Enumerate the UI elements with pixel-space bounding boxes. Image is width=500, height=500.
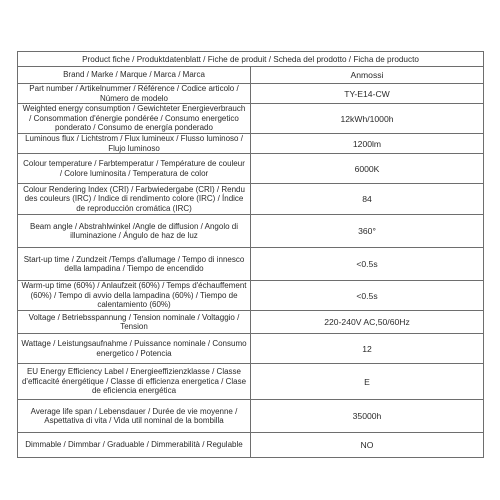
product-fiche-table: [17, 51, 484, 458]
table-row-colour-temperature: [18, 154, 484, 184]
row-label-start-up-time: Start-up time / Zundzeit /Temps d'allumage / Tempo di innesco della lampadina / Tiempo de encendido: [18, 248, 251, 281]
table-row-dimmable: [18, 433, 484, 458]
table-row-cri: [18, 184, 484, 215]
table-row-luminous-flux: [18, 133, 484, 153]
table-row-warm-up-time: [18, 281, 484, 311]
row-label-voltage: Voltage / Betriebsspannung / Tension nominale / Voltaggio / Tension: [18, 311, 251, 334]
table-row-wattage: [18, 334, 484, 364]
row-value-start-up-time: <0.5s: [251, 248, 484, 281]
row-value-part-number: TY-E14-CW: [251, 84, 484, 104]
row-label-cri: Colour Rendering Index (CRI) / Farbwiedergabe (CRI) / Rendu des couleurs (IRC) / Indice di rendimento colore (IRC) / Índice de reproducción cromática (IRC): [18, 184, 251, 215]
row-label-part-number: Part number / Artikelnummer / Référence / Codice articolo / Número de modelo: [18, 84, 251, 104]
table-title: Product fiche / Produktdatenblatt / Fiche de produit / Scheda del prodotto / Ficha de producto: [18, 52, 484, 67]
row-value-colour-temperature: 6000K: [251, 154, 484, 184]
row-value-luminous-flux: 1200lm: [251, 133, 484, 153]
row-label-warm-up-time: Warm-up time (60%) / Anlaufzeit (60%) / Temps d'échauffement (60%) / Tempo di avvio della lampadina (60%) / Tiempo de calentamiento (60%): [18, 281, 251, 311]
row-label-energy-label: EU Energy Efficiency Label / Energieeffizienzklasse / Classe d'efficacité énergétique / Classe di efficienza energetica / Clase de eficiencia energética: [18, 364, 251, 400]
row-label-brand: Brand / Marke / Marque / Marca / Marca: [18, 67, 251, 84]
row-value-voltage: 220-240V AC,50/60Hz: [251, 311, 484, 334]
table-row-brand: [18, 67, 484, 84]
row-value-warm-up-time: <0.5s: [251, 281, 484, 311]
table-row-energy-label: [18, 364, 484, 400]
row-value-cri: 84: [251, 184, 484, 215]
row-label-wattage: Wattage / Leistungsaufnahme / Puissance nominale / Consumo energetico / Potencia: [18, 334, 251, 364]
table-row-beam-angle: [18, 215, 484, 248]
table-row-life-span: [18, 400, 484, 433]
table-row-voltage: [18, 311, 484, 334]
row-label-life-span: Average life span / Lebensdauer / Durée de vie moyenne / Aspettativa di vita / Vida util nominal de la bombilla: [18, 400, 251, 433]
row-value-energy-consumption: 12kWh/1000h: [251, 104, 484, 134]
row-value-life-span: 35000h: [251, 400, 484, 433]
row-value-brand: Anmossi: [251, 67, 484, 84]
table-row-energy-consumption: [18, 104, 484, 134]
row-label-colour-temperature: Colour temperature / Farbtemperatur / Température de couleur / Colore luminosita / Temperatura de color: [18, 154, 251, 184]
row-label-luminous-flux: Luminous flux / Lichtstrom / Flux lumineux / Flusso luminoso / Flujo luminoso: [18, 133, 251, 153]
table-title-row: [18, 52, 484, 67]
row-value-wattage: 12: [251, 334, 484, 364]
row-label-energy-consumption: Weighted energy consumption / Gewichteter Energieverbrauch / Consommation d'énergie pondérée / Consumo energetico ponderato / Consumo de energía ponderado: [18, 104, 251, 134]
row-label-dimmable: Dimmable / Dimmbar / Graduable / Dimmerabilità / Regulable: [18, 433, 251, 458]
row-value-dimmable: NO: [251, 433, 484, 458]
row-value-beam-angle: 360°: [251, 215, 484, 248]
table-row-start-up-time: [18, 248, 484, 281]
row-value-energy-label: E: [251, 364, 484, 400]
table-row-part-number: [18, 84, 484, 104]
row-label-beam-angle: Beam angle / Abstrahlwinkel /Angle de diffusion / Angolo di illuminazione / Ángulo de haz de luz: [18, 215, 251, 248]
